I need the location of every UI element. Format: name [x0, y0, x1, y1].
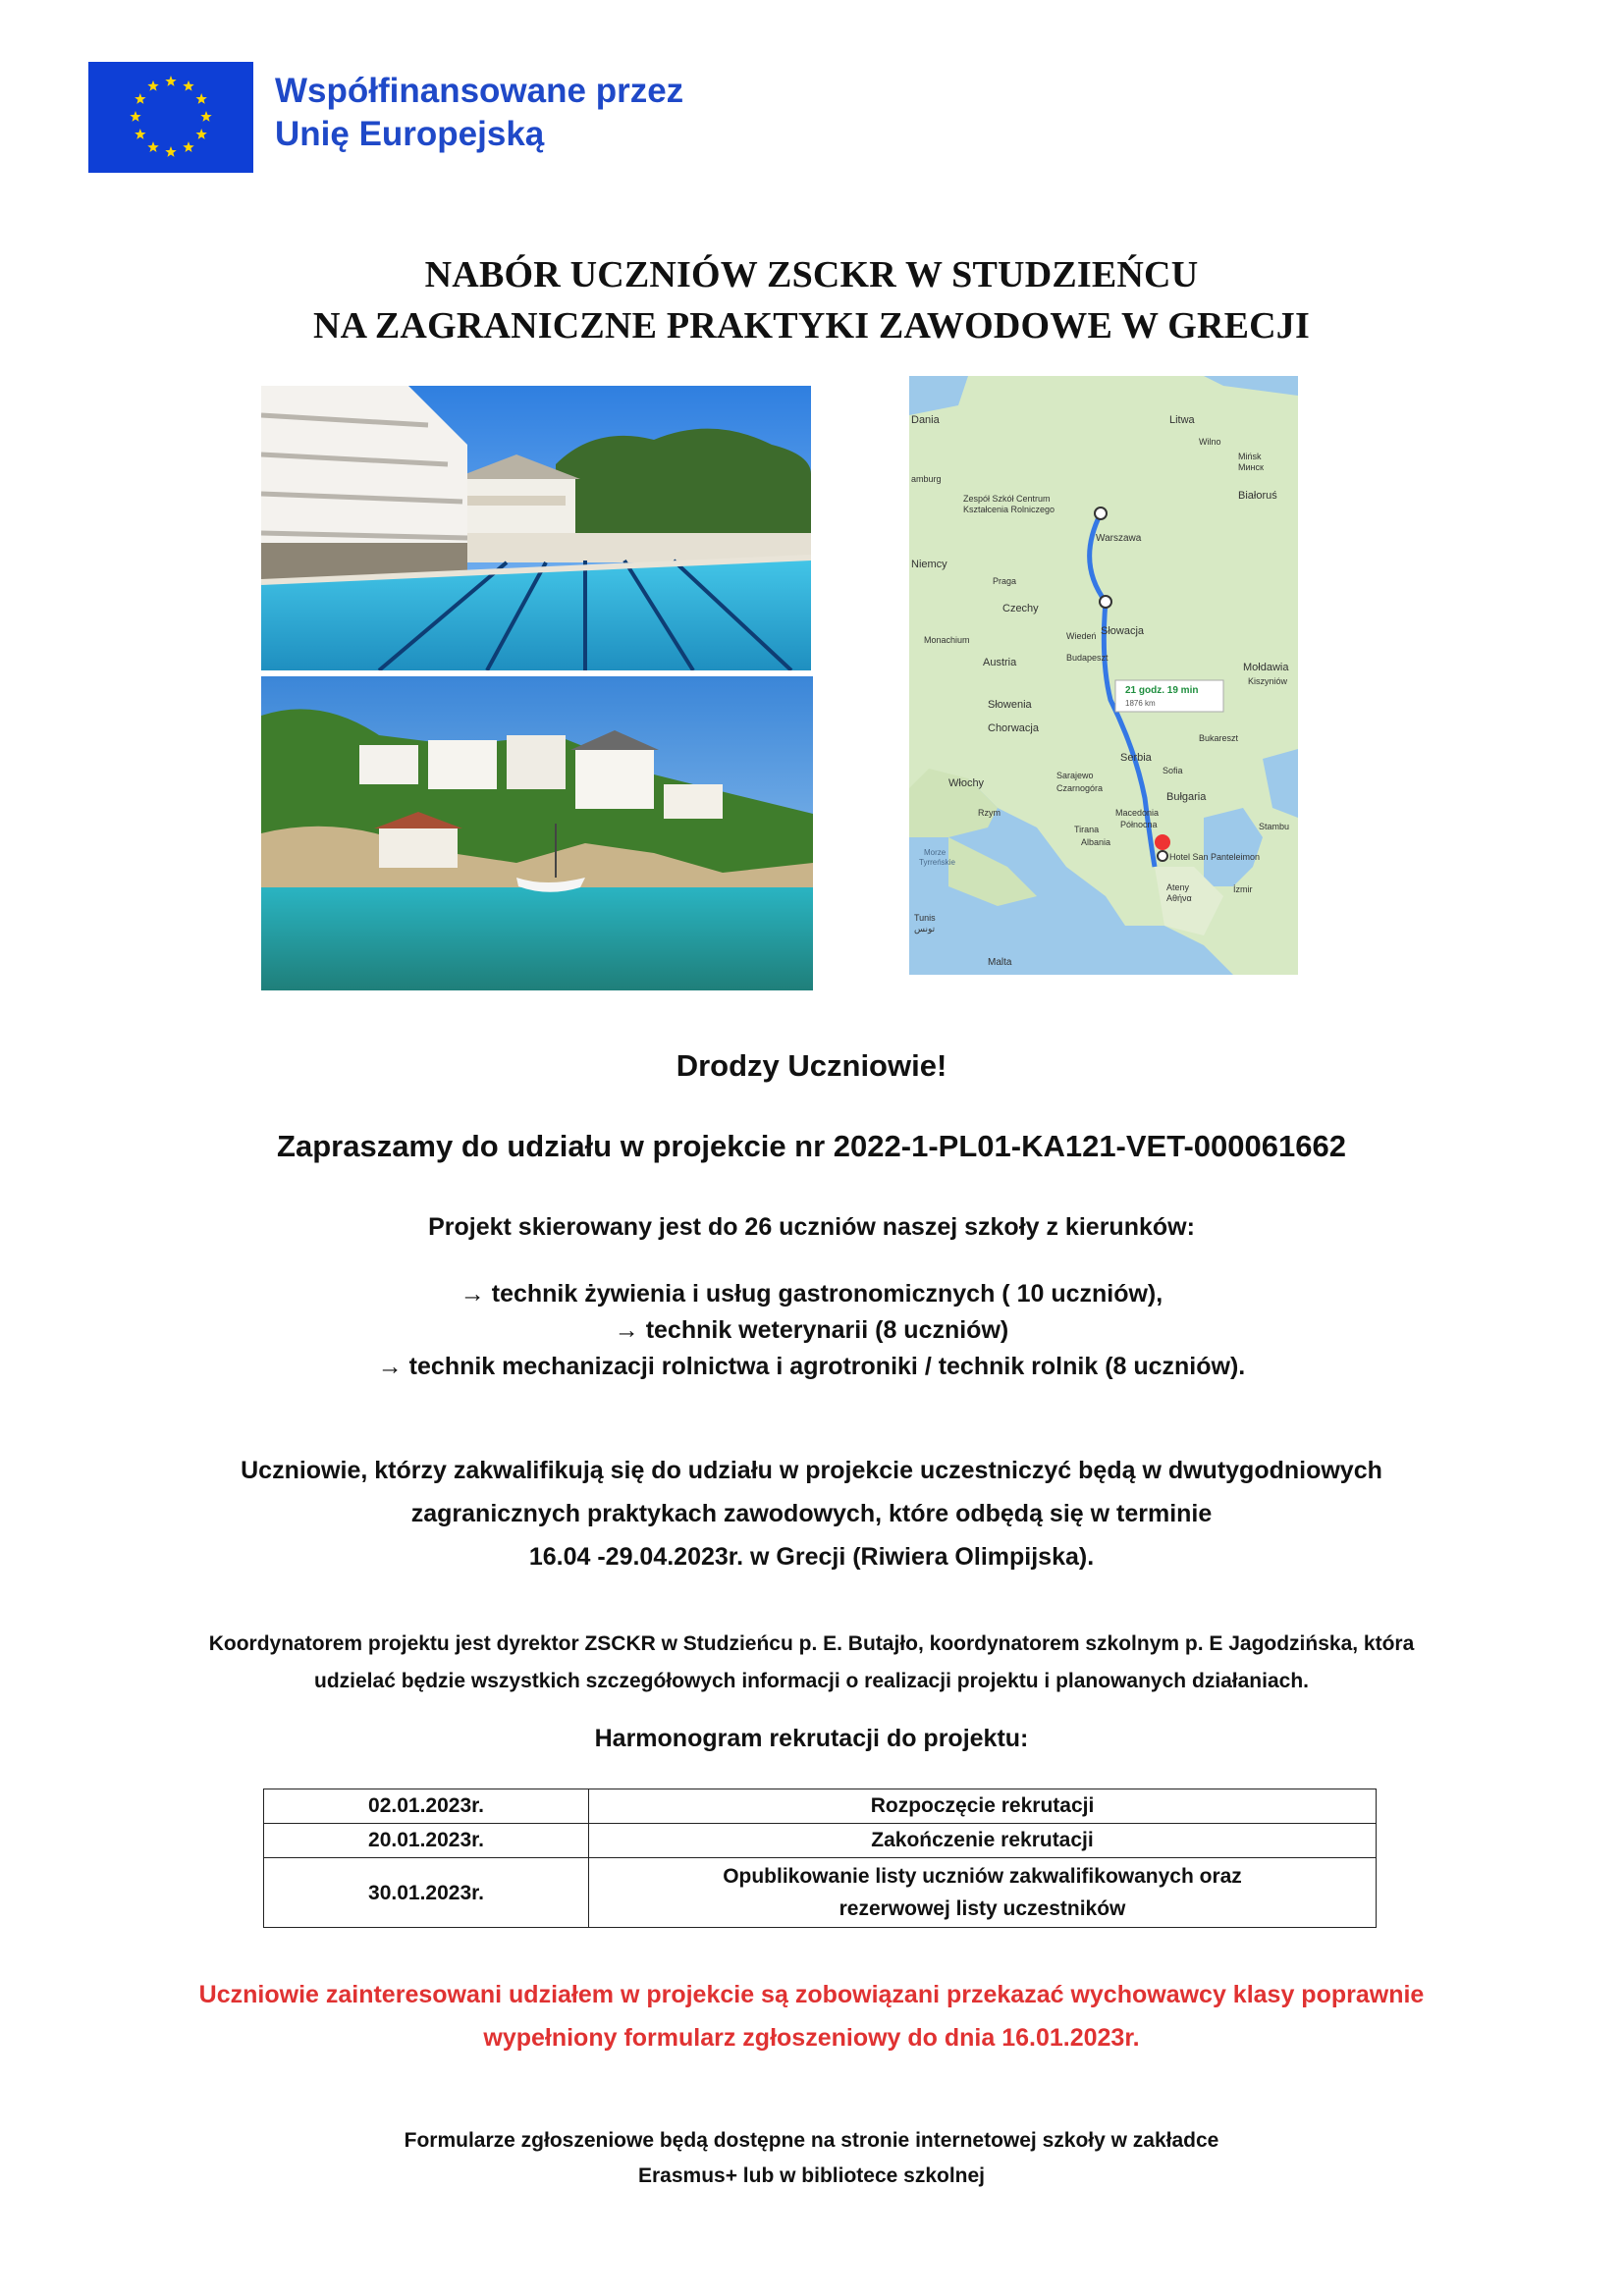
map-label-budapeszt: Budapeszt [1066, 653, 1109, 663]
eu-star-icon [135, 93, 145, 104]
map-label-stambul: Stambu [1259, 822, 1290, 831]
specialization-item: → technik mechanizacji rolnictwa i agrotroniki / technik rolnik (8 uczniów). [377, 1353, 1246, 1380]
eu-cofunding-logo [88, 62, 766, 175]
schedule-event-line: Opublikowanie listy uczniów zakwalifikowanych oraz [723, 1865, 1242, 1888]
route-map [909, 376, 1298, 975]
notice-line: wypełniony formularz zgłoszeniowy do dnia 16.01.2023r. [483, 2024, 1140, 2052]
map-label-serbia: Serbia [1120, 752, 1152, 764]
table-row [264, 1824, 1377, 1858]
eu-star-icon [147, 80, 158, 91]
map-label-malta: Malta [988, 957, 1012, 968]
map-label-morze: Morze [924, 848, 947, 857]
eu-star-icon [165, 146, 176, 157]
map-label-tunis: Tunis [914, 913, 936, 923]
eu-logo-line-1: Współfinansowane przez [275, 72, 684, 110]
map-label-czarnogora: Czarnogóra [1056, 783, 1104, 793]
footer-line: Erasmus+ lub w bibliotece szkolnej [637, 2164, 986, 2187]
map-label-warszawa: Warszawa [1096, 533, 1142, 544]
eu-flag-icon [88, 62, 253, 173]
map-label-praga: Praga [993, 576, 1017, 586]
map-label-minsk-ru: Минск [1238, 462, 1264, 472]
map-label-bukareszt: Bukareszt [1199, 733, 1239, 743]
eu-star-icon [147, 141, 158, 152]
map-label-monachium: Monachium [924, 635, 970, 645]
notice-line: Uczniowie zainteresowani udziałem w projekcie są zobowiązani przekazać wychowawcy klasy poprawnie [198, 1981, 1425, 2008]
map-label-tyrrenskie: Tyrreńskie [919, 858, 955, 867]
paragraph-line: zagranicznych praktykach zawodowych, które odbędą się w terminie [410, 1500, 1213, 1527]
map-label-sarajewo: Sarajewo [1056, 771, 1094, 780]
page-title-line-1: NABÓR UCZNIÓW ZSCKR W STUDZIEŃCU [424, 254, 1199, 295]
schedule-date: 20.01.2023r. [264, 1824, 589, 1858]
map-label-bialorus: Białoruś [1238, 490, 1277, 502]
schedule-event: Rozpoczęcie rekrutacji [589, 1789, 1377, 1824]
eu-star-icon [195, 129, 206, 139]
eu-logo-text [275, 70, 683, 156]
table-row [264, 1858, 1377, 1928]
map-label-austria: Austria [983, 657, 1017, 668]
map-label-minsk: Mińsk [1238, 452, 1262, 461]
map-label-wilno: Wilno [1199, 437, 1221, 447]
specialization-item: → technik żywienia i usług gastronomicznych ( 10 uczniów), [460, 1280, 1163, 1308]
route-distance-label: 1876 km [1125, 699, 1156, 708]
eu-star-icon [200, 111, 211, 122]
map-label-tunis-ar: تونس [914, 924, 936, 934]
map-label-niemcy: Niemcy [911, 559, 947, 570]
recruitment-schedule-table [263, 1789, 1377, 1928]
eu-logo-line-2: Unię Europejską [275, 115, 545, 153]
specialization-item: → technik weterynarii (8 uczniów) [614, 1316, 1009, 1344]
hotel-pool-photo [261, 386, 811, 670]
eu-star-icon [183, 80, 193, 91]
table-row [264, 1789, 1377, 1824]
coordinator-paragraph [0, 1626, 1623, 1700]
map-label-czechy: Czechy [1002, 603, 1039, 614]
deadline-notice [0, 1973, 1623, 2059]
schedule-event [589, 1858, 1377, 1928]
greeting-heading: Drodzy Uczniowie! [676, 1048, 947, 1083]
project-invite-heading: Zapraszamy do udziału w projekcie nr 2022-1-PL01-KA121-VET-000061662 [277, 1129, 1346, 1163]
map-label-polnocna: Północna [1120, 820, 1158, 829]
footer-note [0, 2123, 1623, 2194]
map-label-ateny-gr: Αθήνα [1166, 893, 1192, 903]
map-label-wieden: Wiedeń [1066, 631, 1097, 641]
map-label-litwa: Litwa [1169, 414, 1195, 426]
footer-line: Formularze zgłoszeniowe będą dostępne na stronie internetowej szkoły w zakładce [404, 2129, 1219, 2152]
map-label-slowenia: Słowenia [988, 699, 1032, 711]
map-label-sofia: Sofia [1163, 766, 1183, 775]
map-label-izmir: İzmir [1233, 884, 1253, 894]
paragraph-line: 16.04 -29.04.2023r. w Grecji (Riwiera Olimpijska). [528, 1543, 1095, 1571]
map-label-dania: Dania [911, 414, 940, 426]
map-label-rzym: Rzym [978, 808, 1001, 818]
schedule-heading: Harmonogram rekrutacji do projektu: [594, 1725, 1029, 1752]
map-label-moldawia: Mołdawia [1243, 662, 1289, 673]
map-label-kiszyniow: Kiszyniów [1248, 676, 1288, 686]
paragraph-line: Uczniowie, którzy zakwalifikują się do udziału w projekcie uczestniczyć będą w dwutygodniowych [241, 1457, 1382, 1484]
eu-star-icon [183, 141, 193, 152]
schedule-event-line: rezerwowej listy uczestników [839, 1897, 1126, 1920]
eu-star-icon [165, 76, 176, 86]
internship-paragraph [0, 1449, 1623, 1578]
map-label-slowacja: Słowacja [1101, 625, 1145, 637]
map-label-macedonia: Macedonia [1115, 808, 1160, 818]
schedule-event: Zakończenie rekrutacji [589, 1824, 1377, 1858]
map-label-bulgaria: Bułgaria [1166, 791, 1207, 803]
greek-coast-photo [261, 676, 813, 990]
schedule-date: 30.01.2023r. [264, 1858, 589, 1928]
paragraph-line: Koordynatorem projektu jest dyrektor ZSCKR w Studzieńcu p. E. Butajło, koordynatorem szkolnym p. E Jagodzińska, która [208, 1632, 1415, 1655]
map-label-chorwacja: Chorwacja [988, 722, 1039, 734]
map-label-wlochy: Włochy [948, 777, 985, 789]
map-label-school: Zespół Szkół Centrum [963, 494, 1051, 504]
map-label-ateny: Ateny [1166, 882, 1190, 892]
paragraph-line: udzielać będzie wszystkich szczegółowych informacji o realizacji projektu i planowanych działaniach. [314, 1670, 1309, 1692]
map-label-albania: Albania [1081, 837, 1111, 847]
eu-star-icon [130, 111, 140, 122]
map-label-school-2: Kształcenia Rolniczego [963, 505, 1055, 514]
eu-star-icon [135, 129, 145, 139]
eu-star-icon [195, 93, 206, 104]
map-label-hotel: Hotel San Panteleimon [1169, 852, 1261, 862]
schedule-date: 02.01.2023r. [264, 1789, 589, 1824]
route-time-label: 21 godz. 19 min [1125, 685, 1199, 696]
map-label-tirana: Tirana [1074, 825, 1100, 834]
page-title-line-2: NA ZAGRANICZNE PRAKTYKI ZAWODOWE W GRECJI [313, 305, 1310, 347]
target-intro-text: Projekt skierowany jest do 26 uczniów naszej szkoły z kierunków: [428, 1213, 1195, 1241]
map-label-hamburg: amburg [911, 474, 942, 484]
